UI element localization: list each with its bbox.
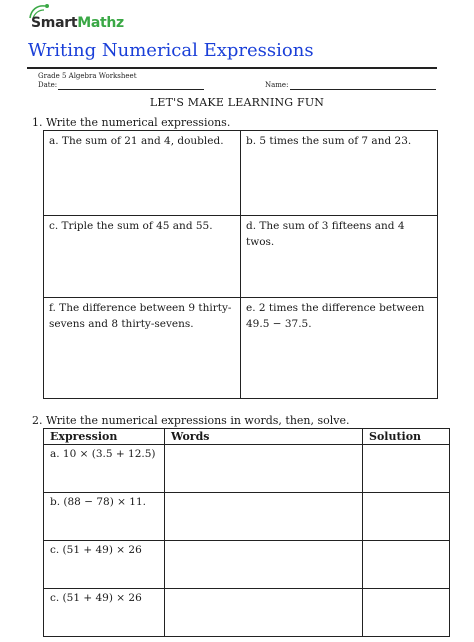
expression-cell: c. (51 + 49) × 26 [44, 541, 165, 589]
smartmathz-logo [27, 8, 124, 32]
header-solution: Solution [363, 429, 450, 445]
table-row [44, 445, 450, 493]
q1-item-d: d. The sum of 3 fifteens and 4 twos. [241, 216, 438, 298]
solution-cell [363, 589, 450, 637]
q1-item-e: e. 2 times the difference between 49.5 − 37.5. [241, 298, 438, 399]
words-cell [165, 493, 363, 541]
solution-cell [363, 493, 450, 541]
date-line [58, 89, 204, 90]
expression-cell: b. (88 − 78) × 11. [44, 493, 165, 541]
date-label: Date: [38, 81, 58, 89]
table-row [44, 589, 450, 637]
logo-text: SmartMathz [31, 15, 124, 31]
title-divider [27, 67, 437, 69]
table-row [44, 541, 450, 589]
table-row [44, 493, 450, 541]
name-label: Name: [265, 81, 289, 89]
name-line [290, 89, 436, 90]
q1-item-b: b. 5 times the sum of 7 and 23. [241, 131, 438, 216]
words-cell [165, 541, 363, 589]
worksheet-title: Writing Numerical Expressions [28, 40, 314, 61]
words-cell [165, 445, 363, 493]
solution-cell [363, 541, 450, 589]
question-1-grid [43, 130, 438, 399]
expression-cell: c. (51 + 49) × 26 [44, 589, 165, 637]
q1-item-c: c. Triple the sum of 45 and 55. [44, 216, 241, 298]
worksheet-subtitle: Grade 5 Algebra Worksheet [38, 72, 137, 80]
q1-item-f: f. The difference between 9 thirty-sevens and 8 thirty-sevens. [44, 298, 241, 399]
solution-cell [363, 445, 450, 493]
header-words: Words [165, 429, 363, 445]
words-cell [165, 589, 363, 637]
q1-item-a: a. The sum of 21 and 4, doubled. [44, 131, 241, 216]
expression-cell: a. 10 × (3.5 + 12.5) [44, 445, 165, 493]
question-1-prompt: 1. Write the numerical expressions. [32, 116, 231, 129]
question-2-table [43, 428, 450, 637]
table-header-row [44, 429, 450, 445]
header-expression: Expression [44, 429, 165, 445]
banner-text: LET'S MAKE LEARNING FUN [149, 96, 325, 109]
question-2-prompt: 2. Write the numerical expressions in words, then, solve. [32, 414, 350, 427]
